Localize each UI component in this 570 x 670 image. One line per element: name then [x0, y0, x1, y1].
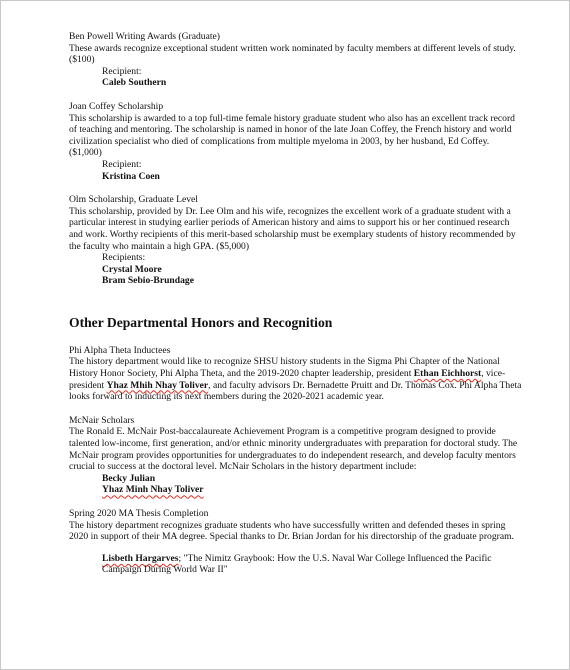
award-description: This scholarship is awarded to a top full-time female history graduate student who also has an excellent track record of teaching and mentoring. The scholarship is named in honor of the late Joan Coffey, the French history and world civilization specialist who died of complications from multiple myeloma in 2003, by her husband, Ed Coffey. ($1,000) [69, 112, 515, 159]
award-description: These awards recognize exceptional student written work nominated by faculty members at different levels of study. ($100) [69, 42, 516, 66]
award-olm [69, 194, 524, 287]
recipient-name: Crystal Moore [102, 263, 162, 275]
recipient-name: Kristina Coen [102, 170, 160, 182]
award-title: Olm Scholarship, Graduate Level [69, 194, 198, 206]
thesis-author: Lisbeth Hargarves [102, 552, 179, 564]
thesis-description: The history department recognizes graduate students who have successfully written and defended theses in spring 2020 in support of their MA degree. Special thanks to Dr. Brian Jordan for his directorship of the graduate program. [69, 519, 514, 543]
thesis-work: ; "The Nimitz Graybook: How the U.S. Naval War College Influenced the Pacific Campaign During World War II" [102, 552, 492, 576]
phi-alpha-title: Phi Alpha Theta Inductees [69, 344, 171, 356]
award-joan-coffey [69, 101, 524, 182]
mcnair-scholars [69, 415, 524, 496]
mcnair-description: The Ronald E. McNair Post-baccalaureate Achievement Program is a competitive program designed to provide talented low-income, first generation, and/or ethnic minority undergraduates with preparation for doctoral study. The McNair program provides opportunities for undergraduates to do independent research, and develop faculty mentors crucial to success at the doctoral level. McNair Scholars in the history department include: [69, 426, 518, 473]
scholar-name: Becky Julian [102, 472, 156, 484]
award-description: This scholarship, provided by Dr. Lee Olm and his wife, recognizes the excellent work of a graduate student with a particular interest in studying earlier periods of American history and aims to support his or her continued research and work. Worthy recipients of this merit-based scholarship must be exemplary students of history recommended by the faculty who maintain a high GPA. ($5,000) [69, 205, 516, 252]
thesis-entry [69, 553, 524, 576]
award-title: Ben Powell Writing Awards (Graduate) [69, 31, 220, 42]
thesis-title: Spring 2020 MA Thesis Completion [69, 508, 209, 519]
recipient-name: Caleb Southern [102, 77, 167, 89]
phi-alpha-theta [69, 345, 524, 403]
award-ben-powell [69, 31, 524, 89]
recipient-label: Recipient: [102, 158, 142, 170]
phi-alpha-text-1: The history department would like to recognize SHSU history students in the Sigma Phi Chapter of the National History Honor Society, Phi Alpha Theta, and the 2019-2020 chapter leadership, president [69, 356, 500, 380]
president-name: Ethan Eichhorst [413, 368, 482, 380]
document-body [69, 31, 524, 588]
scholar-name: Yhaz Minh Nhay Toliver [102, 484, 204, 496]
thesis-completion [69, 508, 524, 576]
phi-alpha-description [69, 356, 524, 402]
vice-president-name: Yhaz Mhih Nhay Toliver [106, 379, 209, 391]
phi-alpha-text-2: , vice-president [69, 368, 506, 391]
recipient-label: Recipients: [102, 252, 146, 264]
phi-alpha-text-3: , and faculty advisors Dr. Bernadette Pruitt and Dr. Thomas Cox. Phi Alpha Theta looks forward to inducting its next members during the 2020-2021 academic year. [69, 379, 522, 403]
award-title: Joan Coffey Scholarship [69, 100, 164, 112]
section-heading: Other Departmental Honors and Recognition [69, 314, 333, 330]
recipient-label: Recipient: [102, 65, 142, 77]
mcnair-title: McNair Scholars [69, 414, 135, 426]
recipient-name: Bram Sebio-Brundage [102, 275, 194, 287]
